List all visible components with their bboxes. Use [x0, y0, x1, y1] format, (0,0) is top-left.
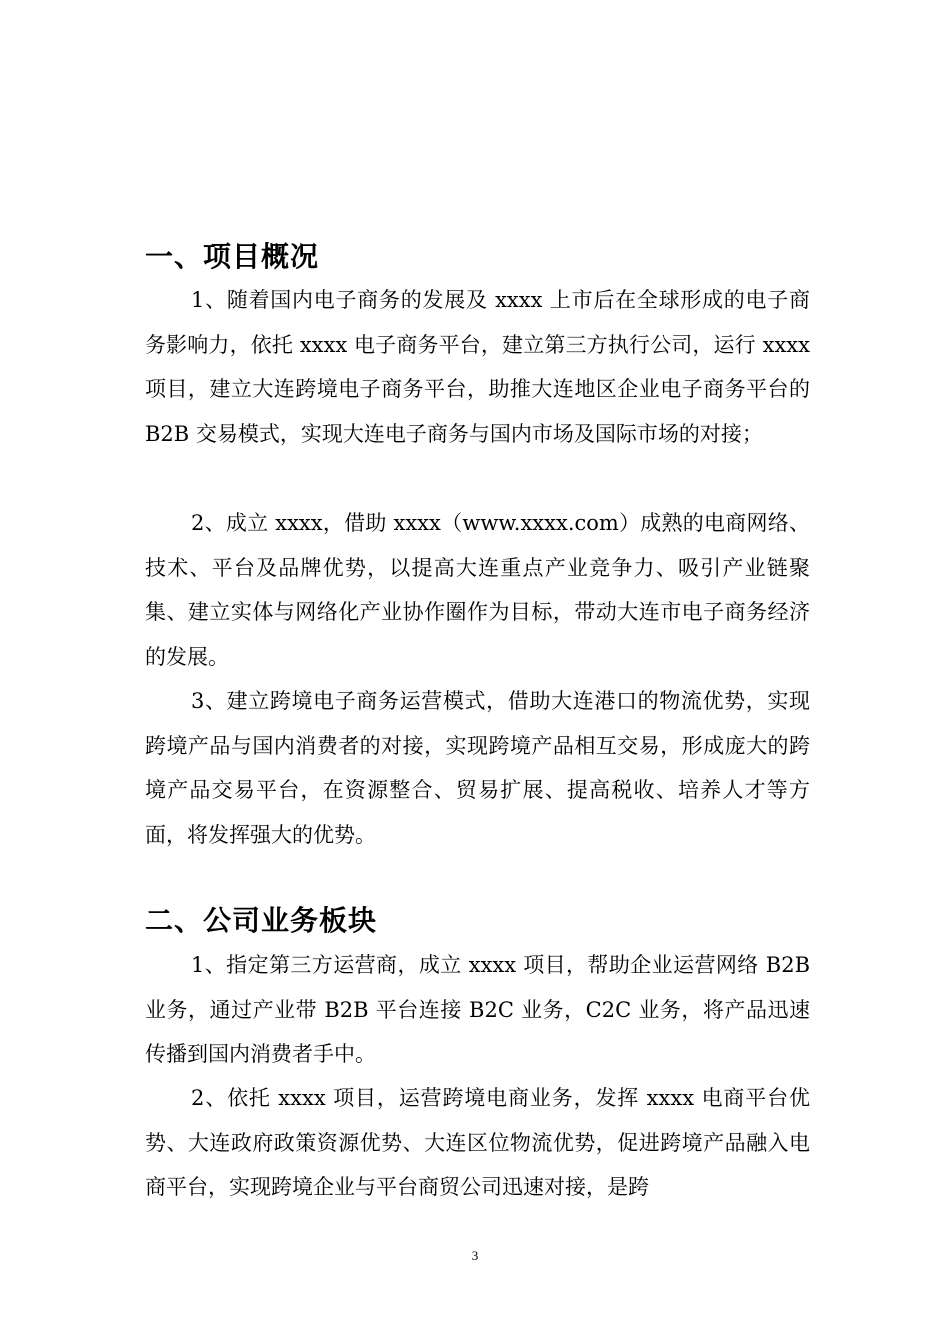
section-heading-project-overview: 一、项目概况	[145, 240, 320, 273]
paragraph-business-2: 2、依托 xxxx 项目，运营跨境电商业务，发挥 xxxx 电商平台优势、大连政府政策资源优势、大连区位物流优势，促进跨境产品融入电商平台，实现跨境企业与平台商贸公司迅速对接，是跨	[145, 1086, 810, 1199]
paragraph-overview-1: 1、随着国内电子商务的发展及 xxxx 上市后在全球形成的电子商务影响力，依托 xxxx 电子商务平台，建立第三方执行公司，运行 xxxx 项目，建立大连跨境电子商务平台，助推大连地区企业电子商务平台的 B2B 交易模式，实现大连电子商务与国内市场及国际市场的对接；	[145, 288, 810, 446]
paragraph-business-1: 1、指定第三方运营商，成立 xxxx 项目，帮助企业运营网络 B2B 业务，通过产业带 B2B 平台连接 B2C 业务，C2C 业务，将产品迅速传播到国内消费者手中。	[145, 953, 810, 1066]
paragraph-overview-2: 2、成立 xxxx，借助 xxxx（www.xxxx.com）成熟的电商网络、技术、平台及品牌优势，以提高大连重点产业竞争力、吸引产业链聚集、建立实体与网络化产业协作圈作为目标，带动大连市电子商务经济的发展。	[145, 511, 810, 669]
paragraph-overview-3: 3、建立跨境电子商务运营模式，借助大连港口的物流优势，实现跨境产品与国内消费者的对接，实现跨境产品相互交易，形成庞大的跨境产品交易平台，在资源整合、贸易扩展、提高税收、培养人才等方面，将发挥强大的优势。	[145, 689, 810, 847]
page-number: 3	[471, 1248, 479, 1263]
section-heading-business-segments: 二、公司业务板块	[145, 904, 378, 937]
